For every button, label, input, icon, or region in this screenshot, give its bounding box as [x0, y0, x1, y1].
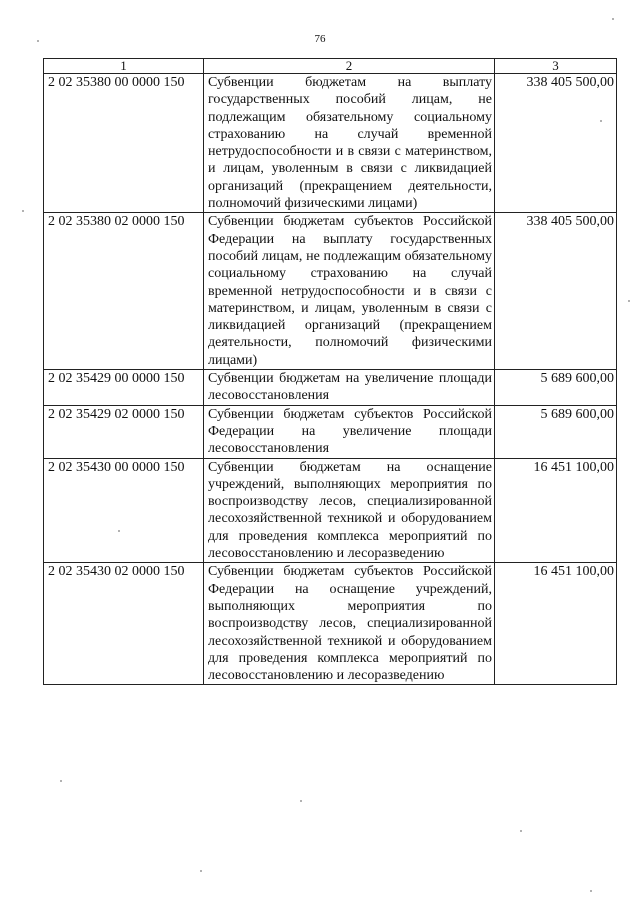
- table-row: [44, 563, 617, 685]
- column-header-2: 2: [204, 59, 495, 74]
- page-number: 76: [314, 33, 326, 45]
- amount: 338 405 500,00: [495, 213, 617, 370]
- classification-code: 2 02 35430 02 0000 150: [44, 563, 204, 685]
- income-description: Субвенции бюджетам на оснащение учреждений, выполняющих мероприятия по воспроизводству лесов, специализированной лесохозяйственной техникой и оборудованием для проведения комплекса мероприятий по лесовосстановлению и лесоразведению: [204, 458, 495, 563]
- scan-speck: [60, 780, 62, 782]
- table-row: [44, 213, 617, 370]
- income-description: Субвенции бюджетам на увеличение площади лесовосстановления: [204, 370, 495, 406]
- amount: 5 689 600,00: [495, 405, 617, 458]
- scan-speck: [118, 530, 120, 532]
- income-description: Субвенции бюджетам субъектов Российской Федерации на оснащение учреждений, выполняющих мероприятия по воспроизводству лесов, специализированной лесохозяйственной техникой и оборудованием для проведения комплекса мероприятий по лесовосстановлению и лесоразведению: [204, 563, 495, 685]
- scan-speck: [37, 40, 39, 42]
- table-row: [44, 458, 617, 563]
- column-header-3: 3: [495, 59, 617, 74]
- classification-code: 2 02 35430 00 0000 150: [44, 458, 204, 563]
- classification-code: 2 02 35380 02 0000 150: [44, 213, 204, 370]
- scan-speck: [200, 870, 202, 872]
- scan-speck: [590, 890, 592, 892]
- budget-table: [43, 58, 617, 685]
- income-description: Субвенции бюджетам субъектов Российской Федерации на увеличение площади лесовосстановления: [204, 405, 495, 458]
- scan-speck: [22, 210, 24, 212]
- scan-speck: [600, 120, 602, 122]
- income-description: Субвенции бюджетам субъектов Российской Федерации на выплату государственных пособий лицам, не подлежащим обязательному социальному страхованию на случай временной нетрудоспособности и в связи с материнством, и лицам, уволенным в связи с ликвидацией организаций (прекращением деятельности, полномочий физическими лицами): [204, 213, 495, 370]
- amount: 338 405 500,00: [495, 74, 617, 213]
- scan-speck: [612, 18, 614, 20]
- classification-code: 2 02 35429 02 0000 150: [44, 405, 204, 458]
- scan-speck: [300, 800, 302, 802]
- column-header-1: 1: [44, 59, 204, 74]
- classification-code: 2 02 35429 00 0000 150: [44, 370, 204, 406]
- amount: 5 689 600,00: [495, 370, 617, 406]
- table-row: [44, 405, 617, 458]
- table-header: [44, 59, 617, 74]
- scan-speck: [628, 300, 630, 302]
- amount: 16 451 100,00: [495, 458, 617, 563]
- table-row: [44, 370, 617, 406]
- classification-code: 2 02 35380 00 0000 150: [44, 74, 204, 213]
- scan-speck: [520, 830, 522, 832]
- table-row: [44, 74, 617, 213]
- amount: 16 451 100,00: [495, 563, 617, 685]
- income-description: Субвенции бюджетам на выплату государственных пособий лицам, не подлежащим обязательному социальному страхованию на случай временной нетрудоспособности и в связи с материнством, и лицам, уволенным в связи с ликвидацией организаций (прекращением деятельности, полномочий физическими лицами): [204, 74, 495, 213]
